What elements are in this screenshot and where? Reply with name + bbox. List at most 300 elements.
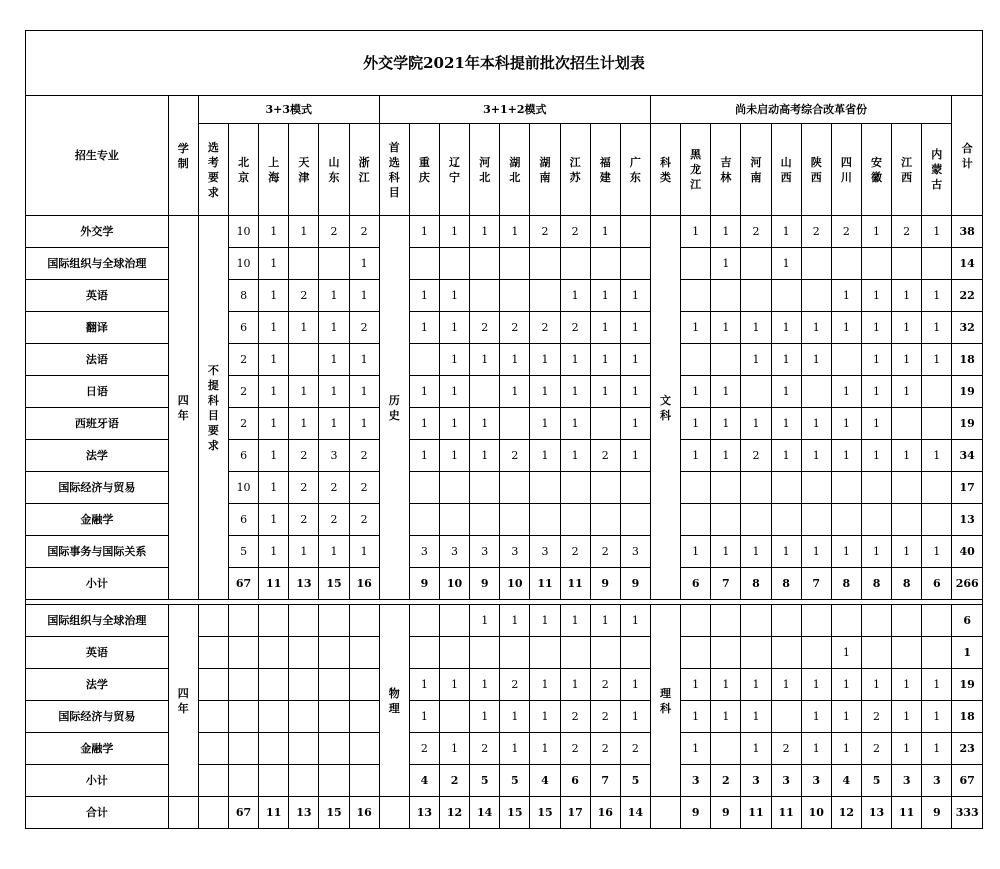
quota-cell <box>831 504 861 536</box>
quota-cell: 1 <box>741 344 771 376</box>
quota-cell <box>259 637 289 669</box>
quota-cell <box>711 504 741 536</box>
quota-cell: 5 <box>470 765 500 797</box>
quota-cell: 1 <box>349 408 379 440</box>
quota-cell: 1 <box>560 280 590 312</box>
quota-cell: 1 <box>801 440 831 472</box>
quota-cell <box>861 605 891 637</box>
quota-cell: 2 <box>590 536 620 568</box>
quota-cell: 5 <box>229 536 259 568</box>
quota-cell: 11 <box>892 797 922 829</box>
quota-cell: 2 <box>530 312 560 344</box>
quota-cell <box>439 605 469 637</box>
quota-cell <box>620 472 650 504</box>
province-header: 陕西 <box>801 124 831 216</box>
quota-cell <box>681 280 711 312</box>
quota-cell: 1 <box>500 376 530 408</box>
quota-cell: 1 <box>470 344 500 376</box>
quota-cell: 2 <box>741 440 771 472</box>
quota-cell: 10 <box>801 797 831 829</box>
quota-cell <box>922 605 952 637</box>
quota-cell: 2 <box>741 216 771 248</box>
quota-cell <box>289 669 319 701</box>
quota-cell: 1 <box>711 248 741 280</box>
quota-cell <box>319 701 349 733</box>
quota-cell <box>439 504 469 536</box>
quota-cell: 1 <box>409 669 439 701</box>
quota-cell: 2 <box>229 344 259 376</box>
quota-cell: 1 <box>861 440 891 472</box>
quota-cell: 1 <box>831 733 861 765</box>
quota-cell: 1 <box>620 605 650 637</box>
quota-cell: 4 <box>831 765 861 797</box>
quota-cell: 1 <box>741 733 771 765</box>
quota-cell: 6 <box>560 765 590 797</box>
quota-cell: 2 <box>590 440 620 472</box>
quota-cell: 2 <box>409 733 439 765</box>
quota-cell <box>349 605 379 637</box>
quota-cell: 6 <box>229 504 259 536</box>
quota-cell: 15 <box>319 568 349 600</box>
quota-cell: 1 <box>349 248 379 280</box>
quota-cell <box>500 408 530 440</box>
quota-cell: 1 <box>439 344 469 376</box>
quota-cell <box>620 504 650 536</box>
row-total-cell: 17 <box>952 472 983 504</box>
quota-cell <box>922 504 952 536</box>
duration-cell <box>168 797 198 829</box>
province-header: 福建 <box>590 124 620 216</box>
quota-cell: 1 <box>259 536 289 568</box>
quota-cell <box>801 605 831 637</box>
quota-cell: 1 <box>620 701 650 733</box>
quota-cell: 2 <box>831 216 861 248</box>
quota-cell: 5 <box>500 765 530 797</box>
quota-cell <box>470 248 500 280</box>
quota-cell: 1 <box>500 701 530 733</box>
quota-cell: 1 <box>439 312 469 344</box>
major-header: 招生专业 <box>26 96 169 216</box>
province-header: 黑龙江 <box>681 124 711 216</box>
requirement-cell <box>198 605 228 637</box>
quota-cell: 2 <box>892 216 922 248</box>
quota-cell: 2 <box>319 472 349 504</box>
quota-cell <box>560 472 590 504</box>
quota-cell: 1 <box>500 216 530 248</box>
requirement-cell <box>198 637 228 669</box>
quota-cell: 14 <box>620 797 650 829</box>
quota-cell: 1 <box>771 376 801 408</box>
quota-cell: 1 <box>439 669 469 701</box>
quota-cell <box>259 605 289 637</box>
quota-cell <box>681 504 711 536</box>
group-3-1-2-header: 3+1+2模式 <box>379 96 650 124</box>
row-total-cell: 14 <box>952 248 983 280</box>
quota-cell: 1 <box>319 376 349 408</box>
quota-cell: 1 <box>922 536 952 568</box>
quota-cell: 1 <box>711 312 741 344</box>
requirement-header: 选考要求 <box>198 124 228 216</box>
quota-cell <box>711 344 741 376</box>
quota-cell: 8 <box>892 568 922 600</box>
quota-cell: 5 <box>620 765 650 797</box>
quota-cell: 1 <box>831 312 861 344</box>
quota-cell: 6 <box>681 568 711 600</box>
quota-cell: 16 <box>349 568 379 600</box>
quota-cell: 1 <box>892 669 922 701</box>
quota-cell <box>530 472 560 504</box>
quota-cell <box>439 637 469 669</box>
row-total-cell: 34 <box>952 440 983 472</box>
quota-cell: 6 <box>922 568 952 600</box>
quota-cell <box>590 248 620 280</box>
quota-cell: 9 <box>470 568 500 600</box>
quota-cell: 3 <box>681 765 711 797</box>
quota-cell: 1 <box>711 440 741 472</box>
major-name: 小计 <box>26 765 169 797</box>
quota-cell: 13 <box>289 568 319 600</box>
quota-cell: 10 <box>500 568 530 600</box>
requirement-cell <box>198 733 228 765</box>
quota-cell: 2 <box>560 733 590 765</box>
quota-cell: 16 <box>590 797 620 829</box>
quota-cell: 12 <box>439 797 469 829</box>
quota-cell <box>711 472 741 504</box>
quota-cell <box>409 344 439 376</box>
quota-cell: 1 <box>801 408 831 440</box>
quota-cell: 3 <box>892 765 922 797</box>
quota-cell <box>560 504 590 536</box>
quota-cell: 3 <box>741 765 771 797</box>
quota-cell: 2 <box>530 216 560 248</box>
quota-cell: 10 <box>439 568 469 600</box>
quota-cell <box>349 765 379 797</box>
quota-cell <box>590 408 620 440</box>
quota-cell <box>620 216 650 248</box>
quota-cell <box>259 765 289 797</box>
row-total-cell: 18 <box>952 701 983 733</box>
quota-cell <box>741 605 771 637</box>
quota-cell: 1 <box>560 408 590 440</box>
major-name: 日语 <box>26 376 169 408</box>
quota-cell <box>741 248 771 280</box>
quota-cell: 1 <box>470 216 500 248</box>
quota-cell <box>861 504 891 536</box>
quota-cell <box>590 637 620 669</box>
quota-cell <box>741 376 771 408</box>
quota-cell <box>560 248 590 280</box>
table-row <box>26 605 983 637</box>
quota-cell: 67 <box>229 797 259 829</box>
quota-cell: 1 <box>711 376 741 408</box>
quota-cell: 2 <box>319 216 349 248</box>
quota-cell: 1 <box>711 536 741 568</box>
quota-cell <box>892 605 922 637</box>
quota-cell: 1 <box>259 376 289 408</box>
quota-cell: 1 <box>560 669 590 701</box>
quota-cell <box>409 248 439 280</box>
quota-cell: 2 <box>560 536 590 568</box>
quota-cell: 2 <box>470 312 500 344</box>
quota-cell: 1 <box>861 669 891 701</box>
quota-cell: 1 <box>500 605 530 637</box>
quota-cell: 1 <box>861 344 891 376</box>
quota-cell: 1 <box>590 376 620 408</box>
quota-cell: 11 <box>530 568 560 600</box>
quota-cell <box>711 605 741 637</box>
quota-cell: 1 <box>922 669 952 701</box>
quota-cell <box>259 701 289 733</box>
requirement-cell <box>198 701 228 733</box>
quota-cell: 3 <box>409 536 439 568</box>
quota-cell <box>620 248 650 280</box>
quota-cell: 1 <box>409 440 439 472</box>
quota-cell: 2 <box>560 312 590 344</box>
quota-cell: 1 <box>741 408 771 440</box>
major-name: 英语 <box>26 637 169 669</box>
quota-cell <box>711 733 741 765</box>
grand-total-row <box>26 797 983 829</box>
duration-header: 学制 <box>168 96 198 216</box>
quota-cell: 9 <box>409 568 439 600</box>
quota-cell: 1 <box>892 280 922 312</box>
province-header: 四川 <box>831 124 861 216</box>
quota-cell: 1 <box>681 376 711 408</box>
quota-cell <box>500 472 530 504</box>
quota-cell <box>289 605 319 637</box>
row-total-cell: 19 <box>952 408 983 440</box>
quota-cell <box>439 472 469 504</box>
quota-cell: 1 <box>409 376 439 408</box>
quota-cell: 1 <box>439 280 469 312</box>
major-name: 国际经济与贸易 <box>26 701 169 733</box>
quota-cell: 11 <box>741 797 771 829</box>
quota-cell: 1 <box>590 312 620 344</box>
quota-cell: 3 <box>771 765 801 797</box>
quota-cell <box>922 408 952 440</box>
quota-cell: 8 <box>229 280 259 312</box>
quota-cell: 1 <box>741 536 771 568</box>
quota-cell: 1 <box>892 701 922 733</box>
quota-cell: 1 <box>922 344 952 376</box>
quota-cell: 1 <box>470 605 500 637</box>
quota-cell <box>259 669 289 701</box>
quota-cell: 1 <box>560 376 590 408</box>
quota-cell <box>409 472 439 504</box>
quota-cell: 3 <box>530 536 560 568</box>
quota-cell <box>801 637 831 669</box>
quota-cell: 8 <box>861 568 891 600</box>
row-total-cell: 22 <box>952 280 983 312</box>
quota-cell: 1 <box>470 408 500 440</box>
quota-cell: 2 <box>439 765 469 797</box>
quota-cell: 2 <box>289 280 319 312</box>
quota-cell: 1 <box>289 376 319 408</box>
quota-cell: 2 <box>349 312 379 344</box>
duration-cell: 四年 <box>168 605 198 797</box>
plan-table-container <box>25 30 983 829</box>
quota-cell: 11 <box>771 797 801 829</box>
major-name: 国际事务与国际关系 <box>26 536 169 568</box>
quota-cell: 2 <box>560 701 590 733</box>
quota-cell <box>470 280 500 312</box>
quota-cell: 5 <box>861 765 891 797</box>
quota-cell <box>439 248 469 280</box>
major-name: 法语 <box>26 344 169 376</box>
quota-cell: 1 <box>801 344 831 376</box>
requirement-cell <box>198 765 228 797</box>
quota-cell: 9 <box>922 797 952 829</box>
quota-cell: 17 <box>560 797 590 829</box>
quota-cell: 1 <box>892 733 922 765</box>
quota-cell: 1 <box>259 408 289 440</box>
quota-cell: 1 <box>620 408 650 440</box>
quota-cell <box>801 472 831 504</box>
quota-cell: 1 <box>409 216 439 248</box>
quota-cell <box>892 248 922 280</box>
province-header: 山东 <box>319 124 349 216</box>
quota-cell <box>470 504 500 536</box>
quota-cell <box>439 701 469 733</box>
quota-cell: 1 <box>530 733 560 765</box>
quota-cell: 6 <box>229 440 259 472</box>
major-name: 金融学 <box>26 733 169 765</box>
quota-cell <box>922 376 952 408</box>
quota-cell: 13 <box>409 797 439 829</box>
quota-cell: 1 <box>530 344 560 376</box>
quota-cell: 9 <box>711 797 741 829</box>
quota-cell <box>319 733 349 765</box>
quota-cell: 1 <box>560 440 590 472</box>
province-header: 天津 <box>289 124 319 216</box>
quota-cell <box>500 248 530 280</box>
province-header: 安徽 <box>861 124 891 216</box>
quota-cell: 1 <box>711 408 741 440</box>
category-header: 科类 <box>650 124 680 216</box>
quota-cell <box>831 344 861 376</box>
quota-cell <box>409 637 439 669</box>
quota-cell: 12 <box>831 797 861 829</box>
quota-cell: 8 <box>771 568 801 600</box>
quota-cell <box>530 637 560 669</box>
first-subject-cell: 物理 <box>379 605 409 797</box>
quota-cell: 1 <box>259 248 289 280</box>
quota-cell: 1 <box>922 440 952 472</box>
row-total-cell: 32 <box>952 312 983 344</box>
quota-cell <box>771 637 801 669</box>
quota-cell: 1 <box>259 312 289 344</box>
quota-cell <box>349 637 379 669</box>
quota-cell: 1 <box>892 536 922 568</box>
quota-cell: 1 <box>530 376 560 408</box>
quota-cell: 2 <box>620 733 650 765</box>
quota-cell: 2 <box>560 216 590 248</box>
major-name: 英语 <box>26 280 169 312</box>
quota-cell: 2 <box>349 440 379 472</box>
province-header: 辽宁 <box>439 124 469 216</box>
row-total-cell: 19 <box>952 376 983 408</box>
quota-cell <box>319 637 349 669</box>
quota-cell: 1 <box>831 280 861 312</box>
quota-cell: 1 <box>439 408 469 440</box>
quota-cell: 1 <box>801 669 831 701</box>
province-header: 江苏 <box>560 124 590 216</box>
row-total-cell: 18 <box>952 344 983 376</box>
quota-cell: 1 <box>620 280 650 312</box>
quota-cell: 1 <box>771 536 801 568</box>
quota-cell: 2 <box>319 504 349 536</box>
quota-cell <box>922 248 952 280</box>
quota-cell <box>289 248 319 280</box>
quota-cell: 1 <box>831 637 861 669</box>
category-cell <box>650 797 680 829</box>
requirement-cell: 不提科目要求 <box>198 216 228 600</box>
row-total-cell: 38 <box>952 216 983 248</box>
quota-cell: 1 <box>771 312 801 344</box>
quota-cell <box>711 280 741 312</box>
quota-cell: 2 <box>349 472 379 504</box>
quota-cell: 1 <box>590 605 620 637</box>
row-total-cell: 13 <box>952 504 983 536</box>
category-cell: 文科 <box>650 216 680 600</box>
quota-cell: 1 <box>892 312 922 344</box>
quota-cell <box>801 280 831 312</box>
quota-cell: 1 <box>560 344 590 376</box>
quota-cell: 1 <box>831 669 861 701</box>
quota-cell: 1 <box>409 312 439 344</box>
quota-cell <box>771 605 801 637</box>
quota-cell: 1 <box>831 440 861 472</box>
province-header: 吉林 <box>711 124 741 216</box>
quota-cell <box>470 376 500 408</box>
quota-cell: 1 <box>530 408 560 440</box>
quota-cell: 1 <box>259 440 289 472</box>
quota-cell <box>259 733 289 765</box>
first-subject-header: 首选科目 <box>379 124 409 216</box>
quota-cell: 1 <box>861 408 891 440</box>
quota-cell: 1 <box>771 408 801 440</box>
quota-cell: 1 <box>409 408 439 440</box>
quota-cell: 16 <box>349 797 379 829</box>
province-header: 重庆 <box>409 124 439 216</box>
quota-cell: 1 <box>620 344 650 376</box>
quota-cell <box>771 472 801 504</box>
row-total-cell: 23 <box>952 733 983 765</box>
quota-cell: 13 <box>289 797 319 829</box>
quota-cell <box>319 605 349 637</box>
quota-cell: 2 <box>349 504 379 536</box>
quota-cell <box>681 344 711 376</box>
quota-cell: 1 <box>470 701 500 733</box>
quota-cell: 1 <box>530 669 560 701</box>
quota-cell: 2 <box>590 701 620 733</box>
quota-cell: 1 <box>771 440 801 472</box>
quota-cell: 7 <box>801 568 831 600</box>
quota-cell: 1 <box>861 216 891 248</box>
quota-cell <box>349 701 379 733</box>
first-subject-cell <box>379 797 409 829</box>
quota-cell: 15 <box>530 797 560 829</box>
quota-cell <box>229 765 259 797</box>
quota-cell: 1 <box>590 344 620 376</box>
major-name: 翻译 <box>26 312 169 344</box>
quota-cell <box>620 637 650 669</box>
quota-cell: 1 <box>831 376 861 408</box>
row-total-cell: 40 <box>952 536 983 568</box>
quota-cell: 1 <box>922 701 952 733</box>
quota-cell: 15 <box>319 797 349 829</box>
quota-cell <box>801 504 831 536</box>
